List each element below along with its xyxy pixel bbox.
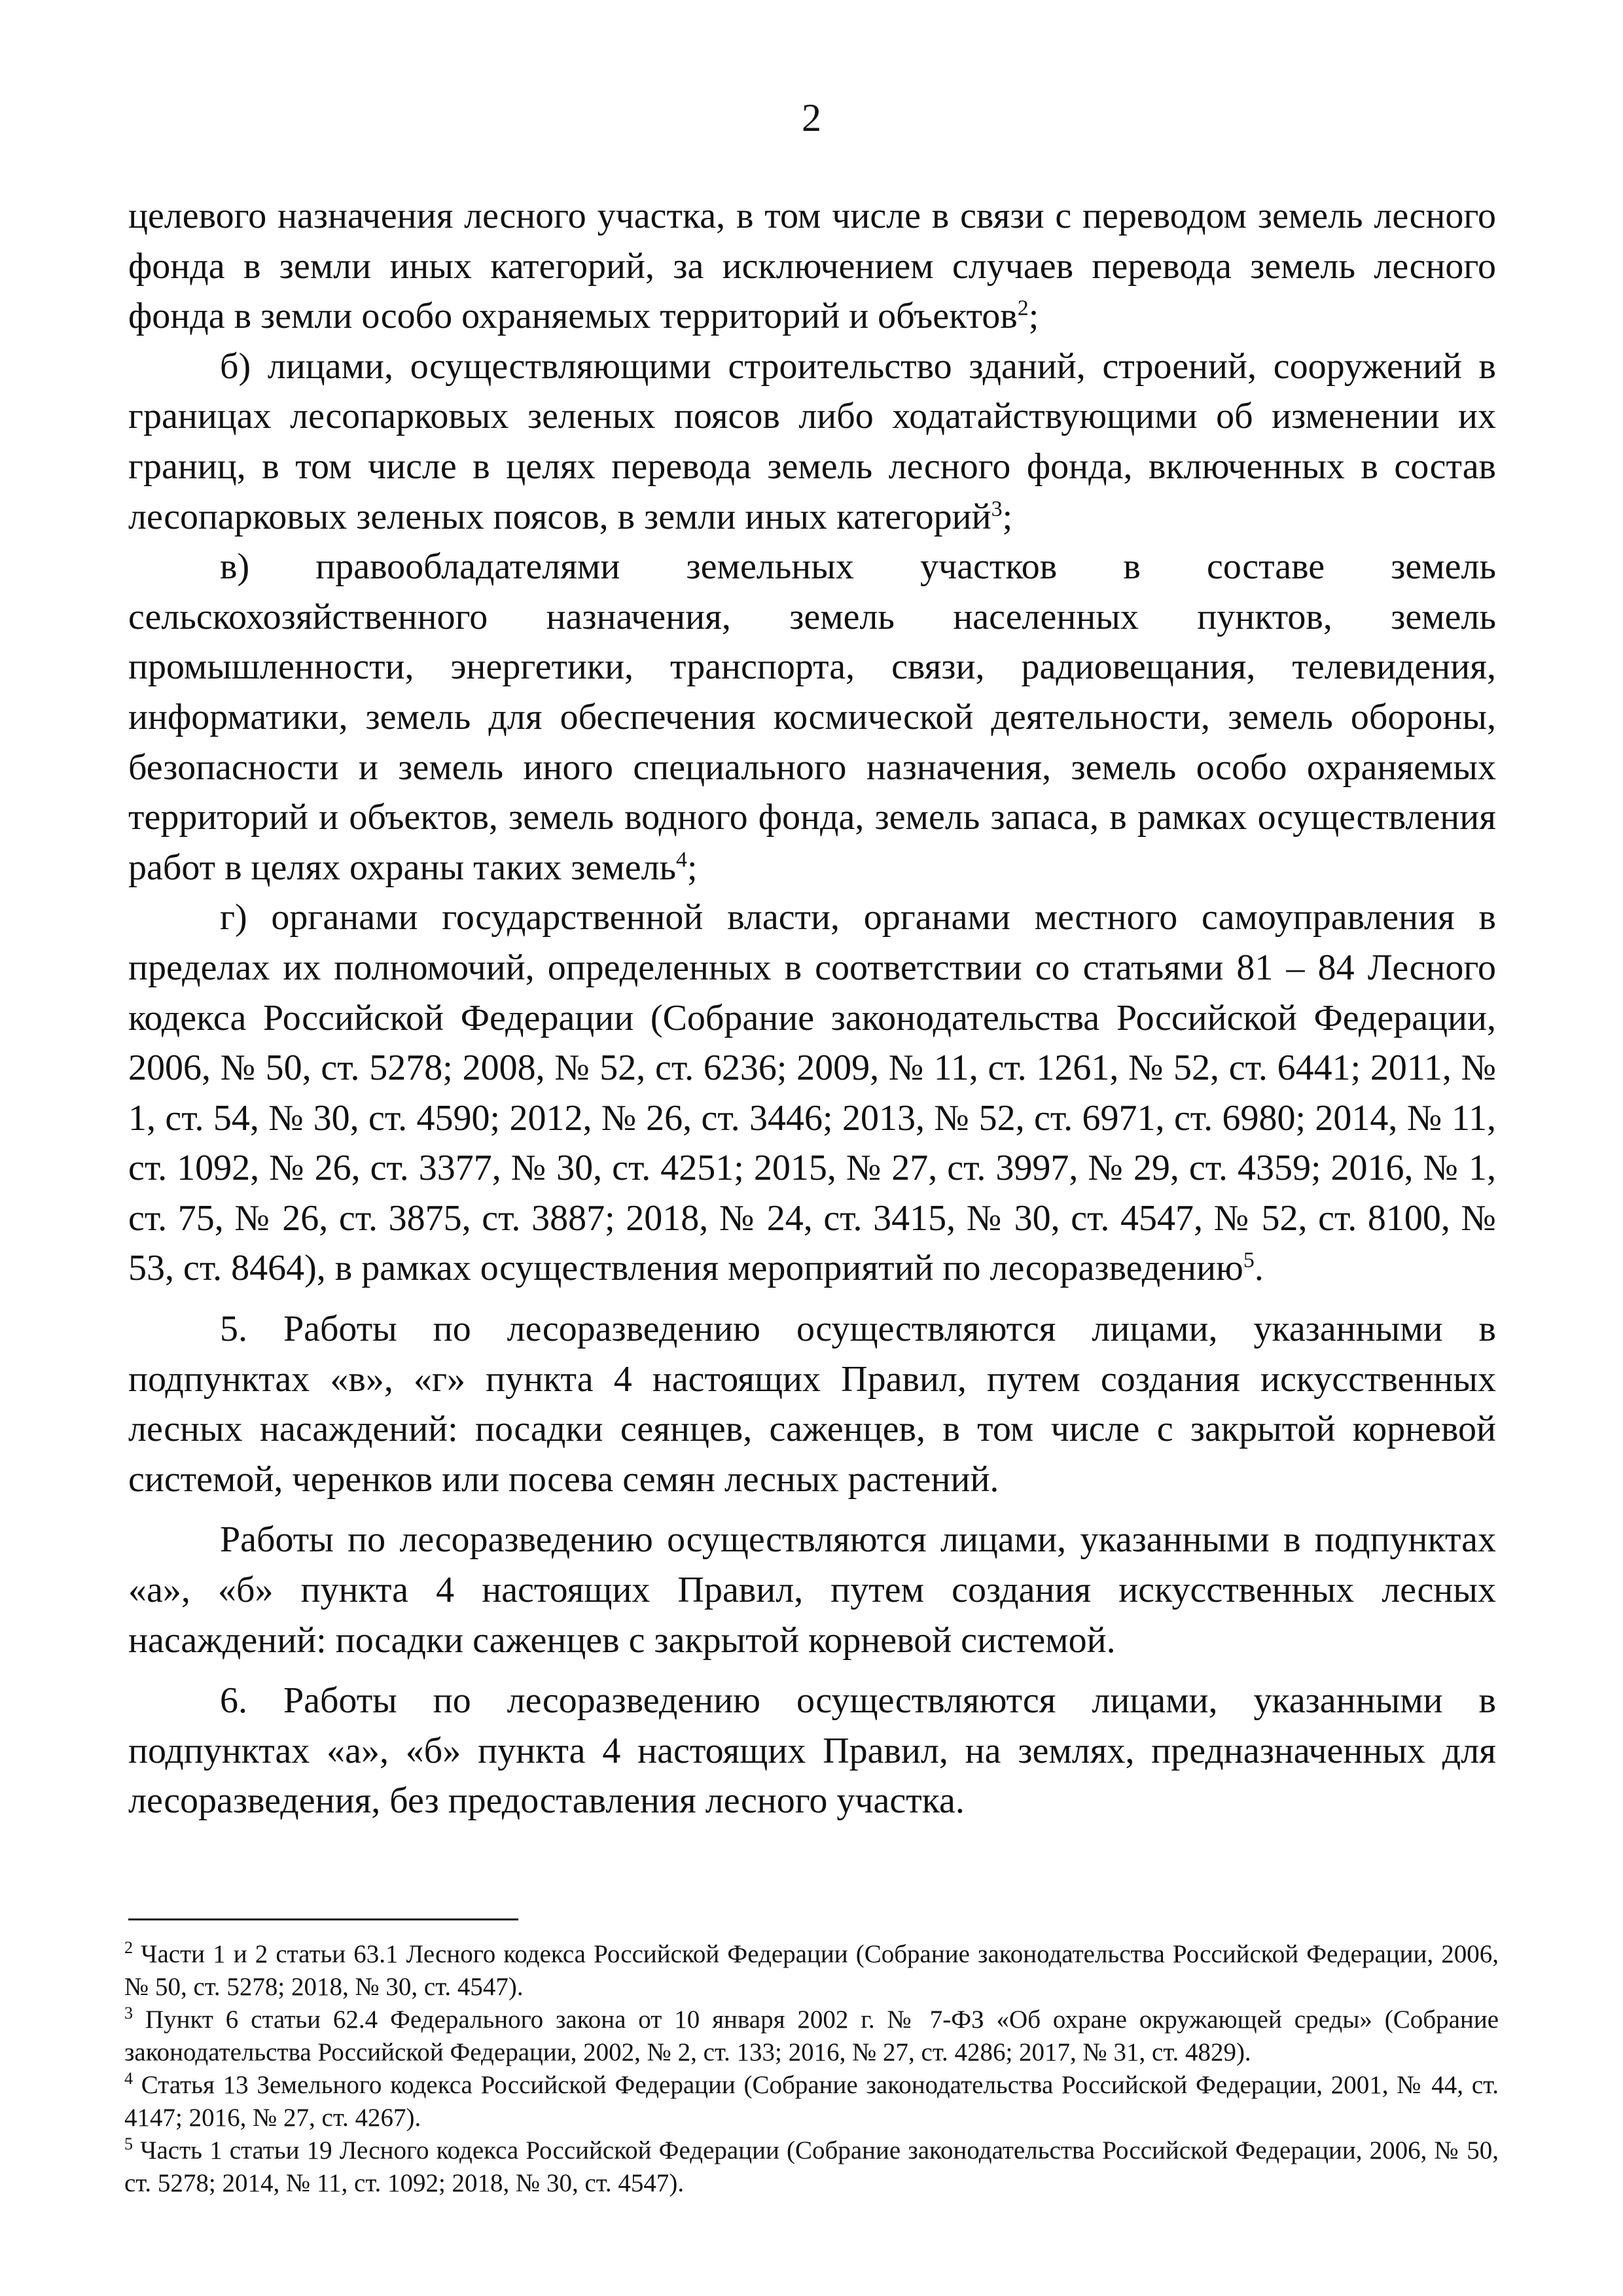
paragraph-text: в) правообладателями земельных участков в составе земель сельскохозяйственного назначения, земель населенных пунктов, земель промышленности, энергетики, транспорта, связи, радиовещания, телевидения, информатики, земель для обеспечения космической деятельности, земель обороны, безопасности и земель иного специального назначения, земель особо охраняемых территорий и объектов, земель водного фонда, земель запаса, в рамках осуществления работ в целях охраны таких земель (128, 546, 1496, 888)
footnote-mark: 4 (124, 2069, 133, 2088)
footnote-text: Часть 1 статьи 19 Лесного кодекса Российской Федерации (Собрание законодательства Российской Федерации, 2006, № 50, ст. 5278; 2014, № 11, ст. 1092; 2018, № 30, ст. 4547). (124, 2136, 1499, 2197)
footnote-3 (124, 2004, 1499, 2069)
paragraph-item-b (128, 342, 1496, 542)
paragraph-item-v (128, 542, 1496, 892)
paragraph-clause-6 (128, 1676, 1496, 1826)
paragraph-clause-5-cont (128, 1515, 1496, 1665)
paragraph-clause-5 (128, 1304, 1496, 1504)
paragraph-continuation (128, 191, 1496, 342)
paragraph-text: б) лицами, осуществляющими строительство зданий, строений, сооружений в границах лесопарковых зеленых поясов либо ходатайствующими об изменении их границ, в том числе в целях перевода земель лесного фонда, включенных в состав лесопарковых зеленых поясов, в земли иных категорий (128, 345, 1496, 537)
footnote-ref-5: 5 (1243, 1248, 1255, 1273)
footnote-ref-4: 4 (676, 847, 688, 872)
footnote-ref-2: 2 (1017, 296, 1029, 321)
paragraph-text: 5. Работы по лесоразведению осуществляются лицами, указанными в подпунктах «в», «г» пункта 4 настоящих Правил, путем создания искусственных лесных насаждений: посадки сеянцев, саженцев, в том числе с закрытой корневой системой, черенков или посева семян лесных растений. (128, 1309, 1496, 1500)
paragraph-punct: . (1254, 1248, 1264, 1289)
footnote-separator (128, 1918, 518, 1920)
page-number: 2 (802, 96, 821, 139)
footnote-2 (124, 1938, 1499, 2004)
footnote-mark: 2 (124, 1938, 133, 1957)
body-text (128, 191, 1496, 1826)
paragraph-punct: ; (1028, 296, 1039, 337)
footnote-5 (124, 2134, 1499, 2200)
paragraph-text: г) органами государственной власти, органами местного самоуправления в пределах их полномочий, определенных в соответствии со статьями 81 – 84 Лесного кодекса Российской Федерации (Собрание законодательства Российской Федерации, 2006, № 50, ст. 5278; 2008, № 52, ст. 6236; 2009, № 11, ст. 1261, № 52, ст. 6441; 2011, № 1, ст. 54, № 30, ст. 4590; 2012, № 26, ст. 3446; 2013, № 52, ст. 6971, ст. 6980; 2014, № 11, ст. 1092, № 26, ст. 3377, № 30, ст. 4251; 2015, № 27, ст. 3997, № 29, ст. 4359; 2016, № 1, ст. 75, № 26, ст. 3875, ст. 3887; 2018, № 24, ст. 3415, № 30, ст. 4547, № 52, ст. 8100, № 53, ст. 8464), в рамках осуществления мероприятий по лесоразведению (128, 897, 1496, 1289)
footnote-4 (124, 2069, 1499, 2134)
paragraph-text: 6. Работы по лесоразведению осуществляются лицами, указанными в подпунктах «а», «б» пункта 4 настоящих Правил, на землях, предназначенных для лесоразведения, без предоставления лесного участка. (128, 1680, 1496, 1822)
footnote-mark: 3 (124, 2004, 133, 2022)
paragraph-punct: ; (1002, 496, 1013, 537)
footnote-mark: 5 (124, 2134, 133, 2153)
footnote-ref-3: 3 (991, 496, 1003, 521)
footnotes (124, 1938, 1499, 2200)
footnote-text: Пункт 6 статьи 62.4 Федерального закона от 10 января 2002 г. № 7-ФЗ «Об охране окружающей среды» (Собрание законодательства Российской Федерации, 2002, № 2, ст. 133; 2016, № 27, ст. 4286; 2017, № 31, ст. 4829). (124, 2005, 1499, 2066)
paragraph-item-g (128, 892, 1496, 1294)
paragraph-punct: ; (687, 847, 698, 888)
footnote-text: Статья 13 Земельного кодекса Российской Федерации (Собрание законодательства Российской Федерации, 2001, № 44, ст. 4147; 2016, № 27, ст. 4267). (124, 2071, 1499, 2132)
paragraph-text: Работы по лесоразведению осуществляются лицами, указанными в подпунктах «а», «б» пункта 4 настоящих Правил, путем создания искусственных лесных насаждений: посадки саженцев с закрытой корневой системой. (128, 1519, 1496, 1661)
paragraph-text: целевого назначения лесного участка, в том числе в связи с переводом земель лесного фонда в земли иных категорий, за исключением случаев перевода земель лесного фонда в земли особо охраняемых территорий и объектов (128, 196, 1496, 337)
footnote-text: Части 1 и 2 статьи 63.1 Лесного кодекса Российской Федерации (Собрание законодательства Российской Федерации, 2006, № 50, ст. 5278; 2018, № 30, ст. 4547). (124, 1940, 1499, 2001)
